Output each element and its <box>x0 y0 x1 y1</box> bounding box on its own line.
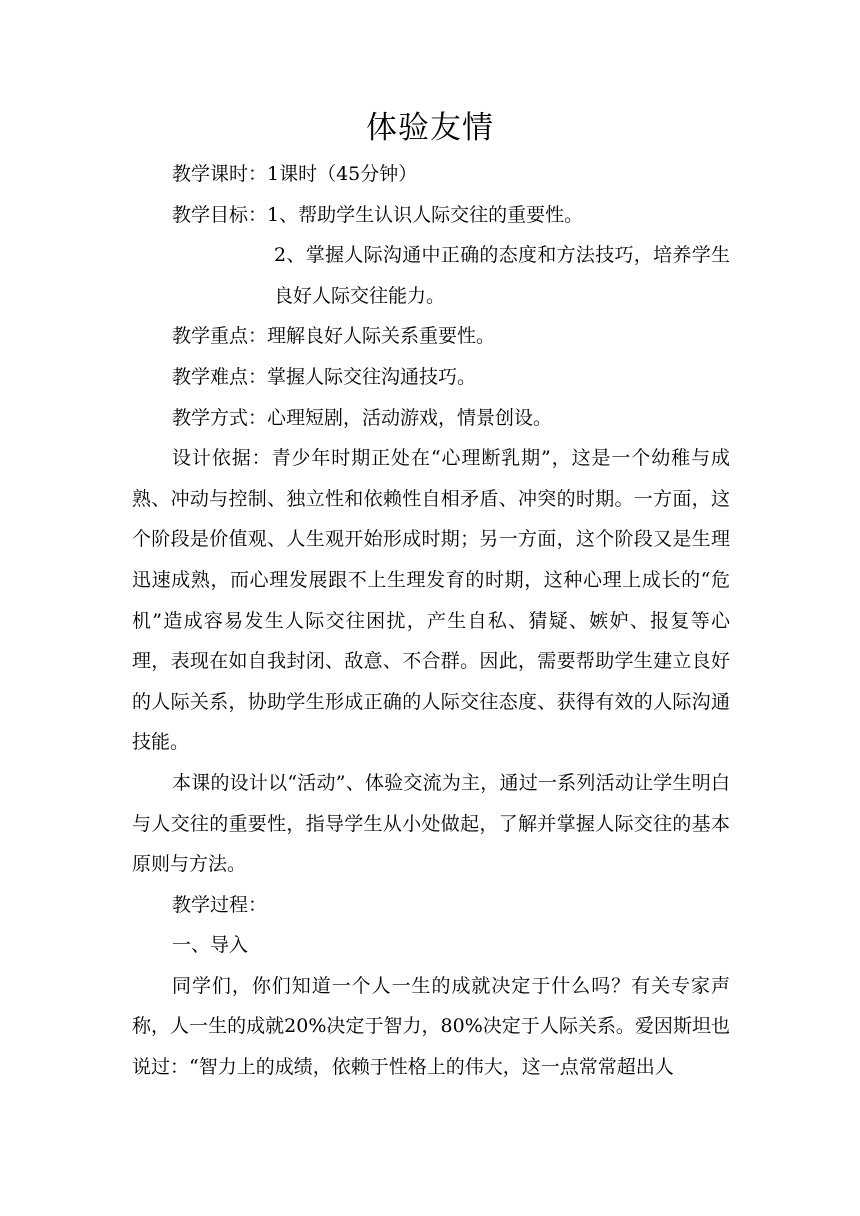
teaching-difficulty: 教学难点：掌握人际交往沟通技巧。 <box>172 365 477 388</box>
design-basis-paragraph: 设计依据：青少年时期正处在“心理断乳期”，这是一个幼稚与成熟、冲动与控制、独立性和依赖性自相矛盾、冲突的时期。一方面，这个阶段是价值观、人生观开始形成时期；另一方面，这个阶段又是生理迅速成熟，而心理发展跟不上生理发育的时期，这种心理上成长的“危机”造成容易发生人际交往困扰，产生自私、猜疑、嫉妒、报复等心理，表现在如自我封闭、敌意、不合群。因此，需要帮助学生建立良好的人际关系，协助学生形成正确的人际交往态度、获得有效的人际沟通技能。 <box>132 447 730 754</box>
section-intro-heading: 一、导入 <box>172 934 249 957</box>
course-design-paragraph: 本课的设计以“活动”、体验交流为主，通过一系列活动让学生明白与人交往的重要性，指导学生从小处做起，了解并掌握人际交往的基本原则与方法。 <box>132 771 730 876</box>
teaching-process-heading: 教学过程： <box>172 893 268 916</box>
teaching-key-point: 教学重点：理解良好人际关系重要性。 <box>172 325 496 348</box>
teaching-goal-2: 2、掌握人际沟通中正确的态度和方法技巧，培养学生良好人际交往能力。 <box>274 244 730 307</box>
document-body <box>132 154 730 1088</box>
teaching-hours: 教学课时：1课时（45分钟） <box>172 163 418 185</box>
document-title: 体验友情 <box>366 110 494 146</box>
intro-paragraph: 同学们，你们知道一个人一生的成就决定于什么吗？有关专家声称，人一生的成就20%决定于智力，80%决定于人际关系。爱因斯坦也说过：“智力上的成绩，依赖于性格上的伟大，这一点常常超出人 <box>132 974 730 1079</box>
teaching-method: 教学方式：心理短剧，活动游戏，情景创设。 <box>172 406 553 429</box>
teaching-goal-1: 教学目标：1、帮助学生认识人际交往的重要性。 <box>172 203 584 226</box>
